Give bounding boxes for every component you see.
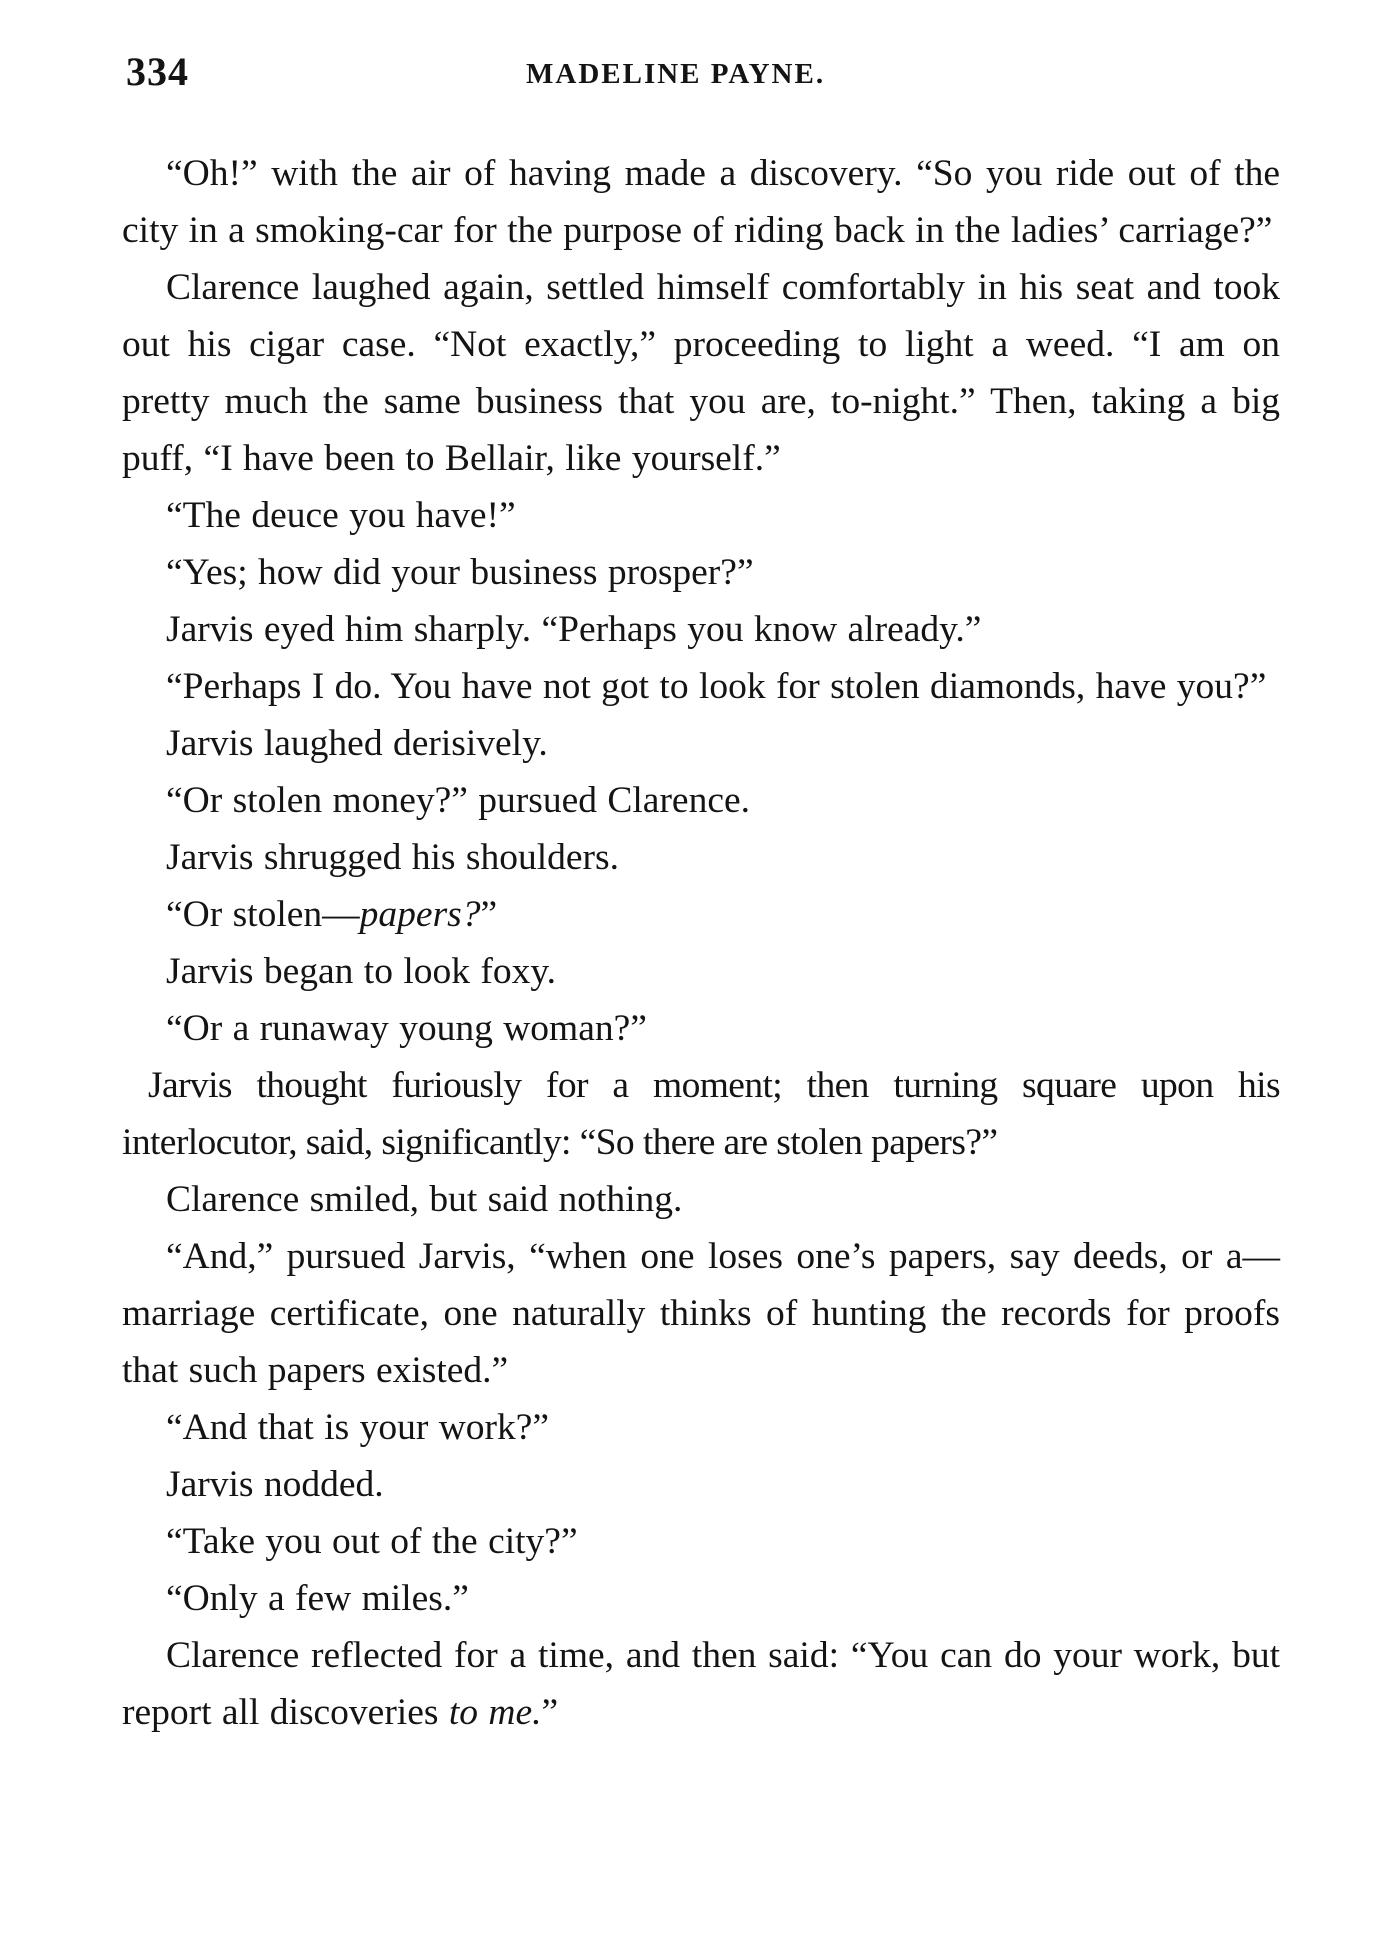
running-head: MADELINE PAYNE.	[526, 58, 826, 90]
paragraph: Jarvis laughed derisively.	[166, 723, 548, 764]
paragraph: Clarence laughed again, settled himself comfortably in his seat and took out his cigar case. “Not exactly,” proceeding to light a weed. “I am on pretty much the same business that you are, to-night.” Then, taking a big puff, “I have been to Bellair, like yourself.”	[122, 267, 1280, 479]
paragraph: Jarvis thought furiously for a moment; then turning square upon his interlocutor, said, significantly: “So there are stolen papers?”	[122, 1065, 1280, 1163]
paragraph: “Or a runaway young woman?”	[166, 1008, 647, 1049]
paragraph: “And that is your work?”	[166, 1407, 550, 1448]
paragraph: “Only a few miles.”	[166, 1578, 469, 1619]
paragraph: Jarvis nodded.	[166, 1464, 384, 1505]
paragraph: Jarvis began to look foxy.	[166, 951, 557, 992]
paragraph: “The deuce you have!”	[166, 495, 516, 536]
page-header	[126, 48, 1286, 108]
paragraph: “Oh!” with the air of having made a discovery. “So you ride out of the city in a smoking-car for the purpose of riding back in the ladies’ carriage?”	[122, 153, 1280, 251]
body-text	[122, 145, 1280, 1741]
paragraph: “And,” pursued Jarvis, “when one loses one’s papers, say deeds, or a—marriage certificate, one naturally thinks of hunting the records for proofs that such papers existed.”	[122, 1236, 1280, 1391]
page-number: 334	[126, 49, 189, 94]
italic-text: papers?	[359, 894, 481, 935]
paragraph: “Perhaps I do. You have not got to look for stolen diamonds, have you?”	[166, 666, 1267, 707]
italic-text: to me.	[448, 1692, 542, 1733]
paragraph: Jarvis eyed him sharply. “Perhaps you know already.”	[166, 609, 982, 650]
paragraph: Clarence smiled, but said nothing.	[166, 1179, 683, 1220]
paragraph: “Yes; how did your business prosper?”	[166, 552, 754, 593]
paragraph: “Or stolen money?” pursued Clarence.	[166, 780, 750, 821]
paragraph: Clarence reflected for a time, and then said: “You can do your work, but report all discoveries to me.”	[122, 1635, 1280, 1733]
paragraph: “Take you out of the city?”	[166, 1521, 578, 1562]
paragraph: “Or stolen—papers?”	[166, 894, 498, 935]
paragraph: Jarvis shrugged his shoulders.	[166, 837, 619, 878]
